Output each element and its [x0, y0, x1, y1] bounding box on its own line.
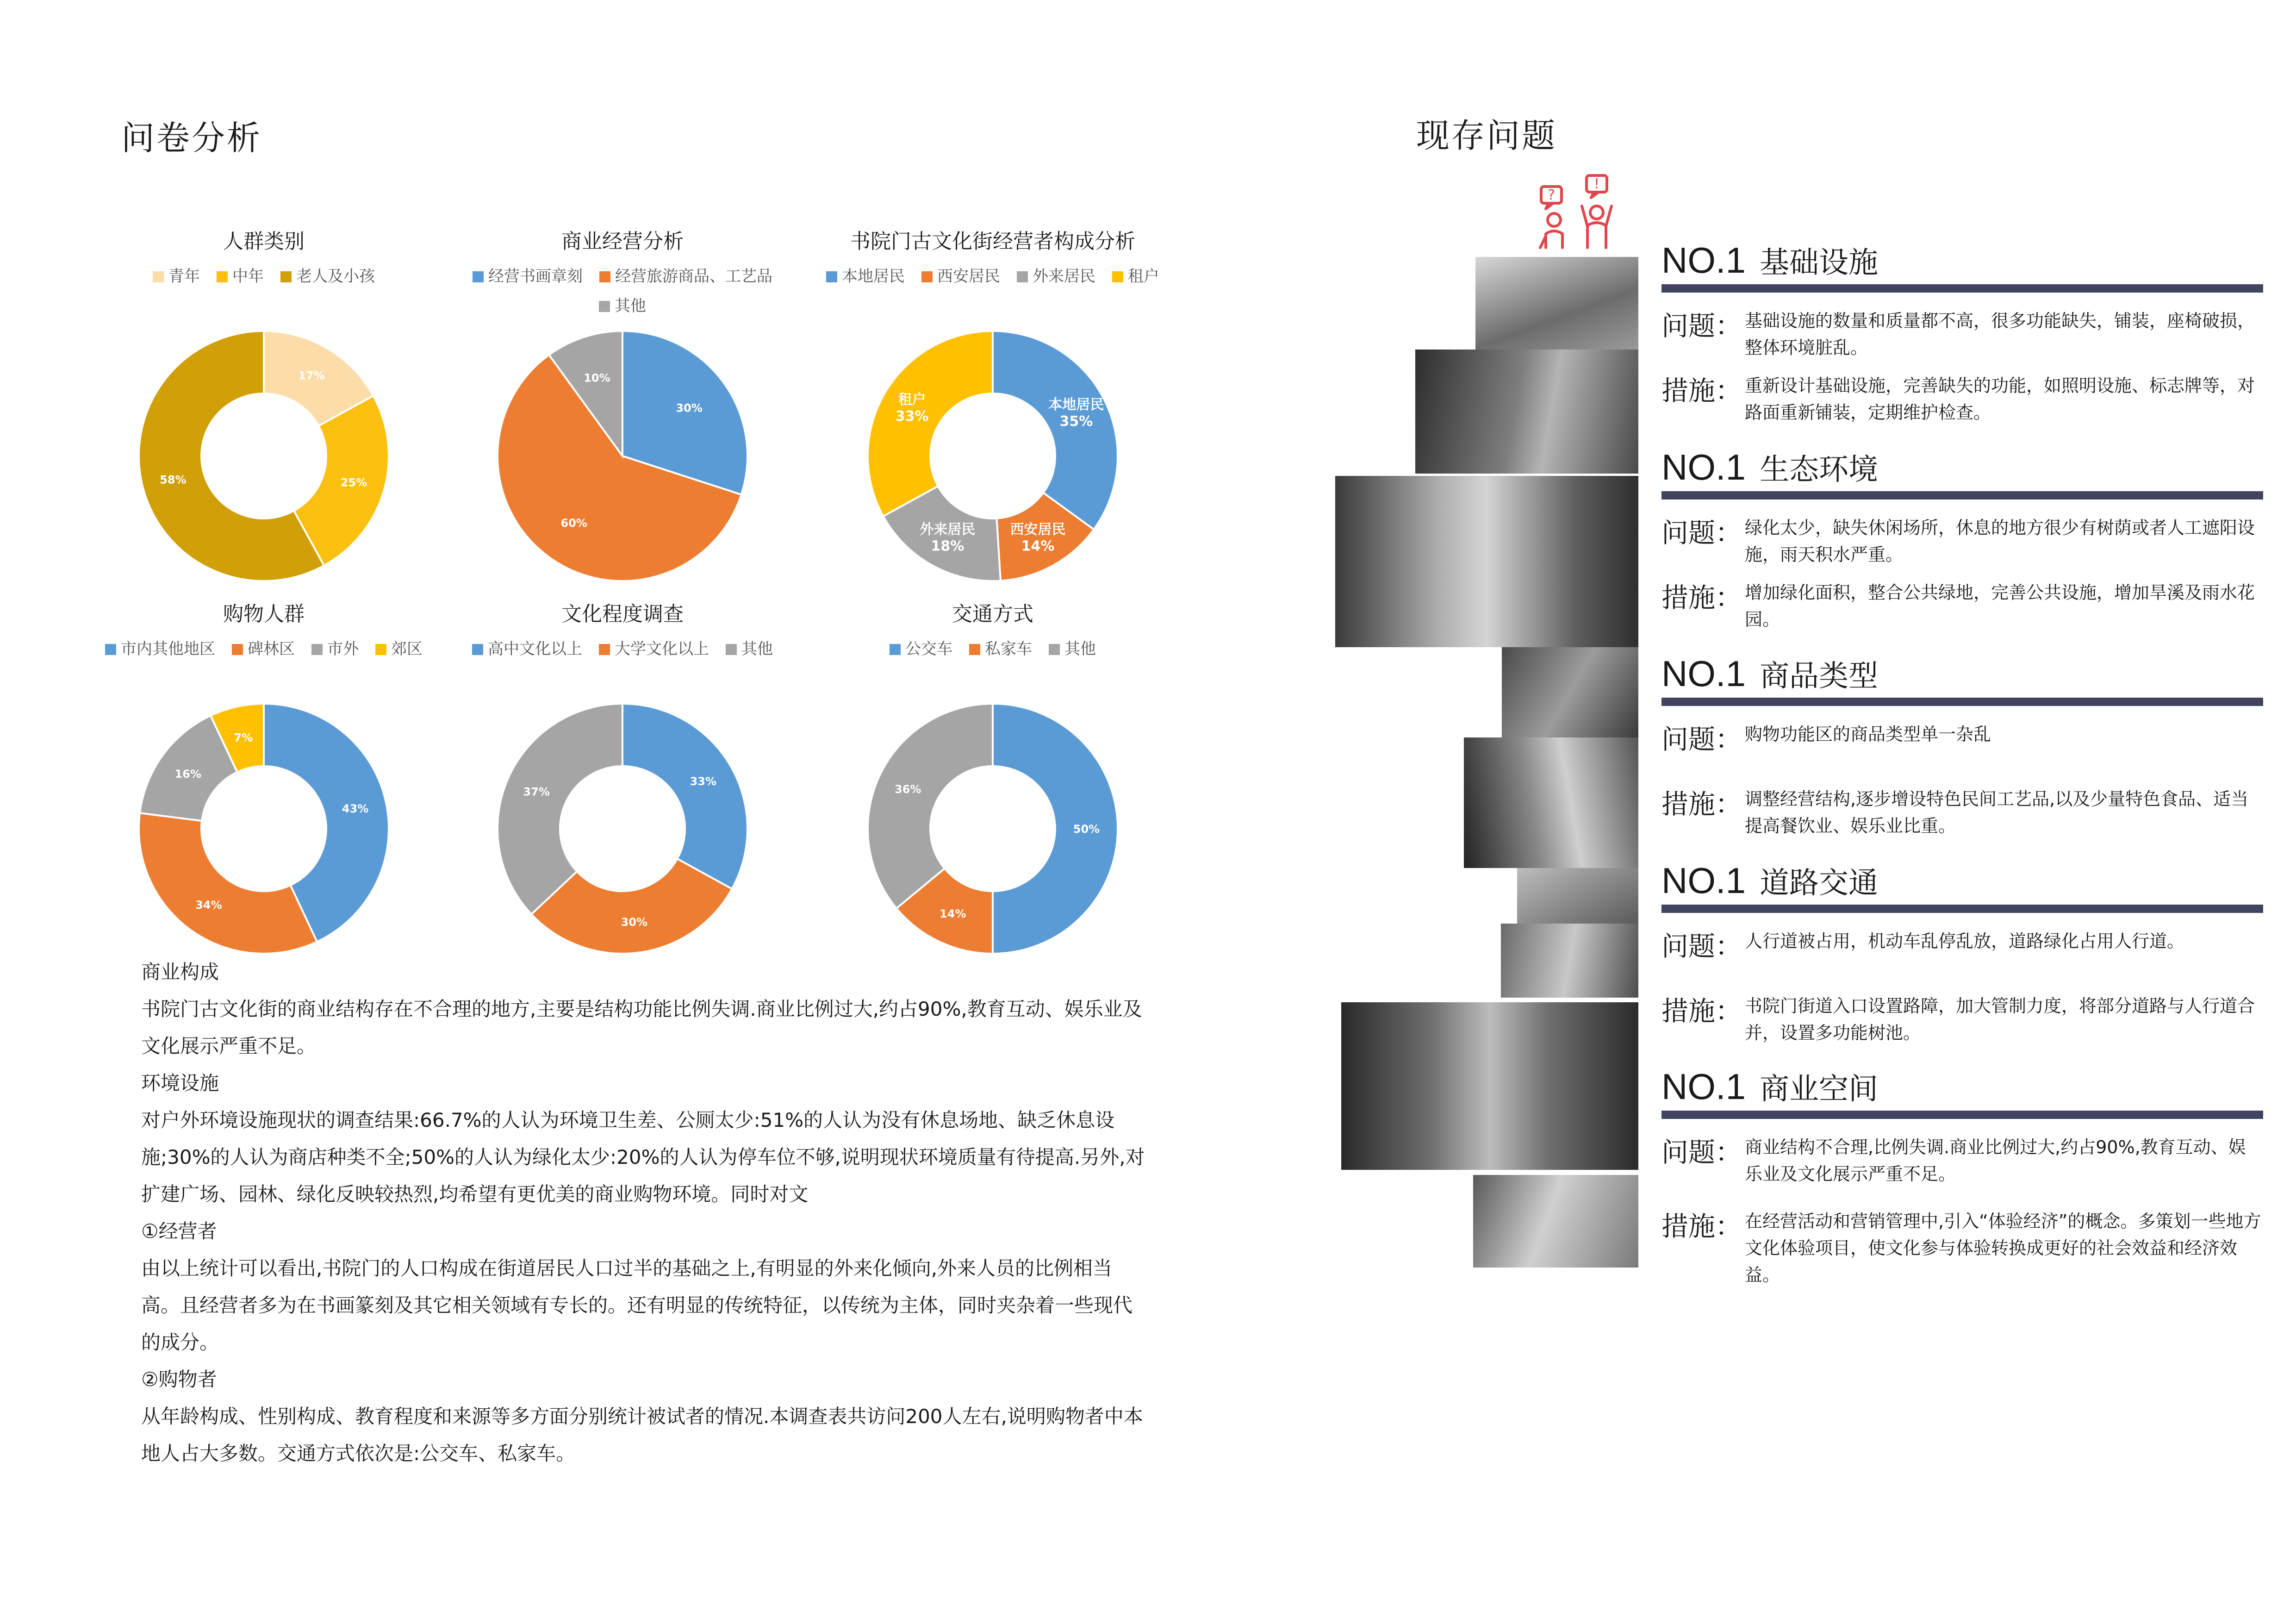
paragraph: 对户外环境设施现状的调查结果:66.7%的人认为环境卫生差、公厕太少:51%的人认为没有休息场地、缺乏休息设施;30%的人认为商店种类不全;50%的人认为绿化太少:20%的人认为停车位不够,说明现状环境质量有待提高.另外,对扩建广场、园林、绿化反映较热烈,均希望有更优美的商业购物环境。同时对文: [141, 1109, 1145, 1206]
legend-label: 中年: [232, 267, 264, 286]
chart-business-analysis: [447, 225, 798, 595]
pie-slice: [498, 704, 622, 914]
issue-name: 生态环境: [1760, 453, 1879, 487]
legend-swatch: [599, 644, 610, 655]
issue-divider: [1661, 1111, 2263, 1119]
slice-label: 本地居民 35%: [1048, 397, 1104, 430]
problem-label: 问题：: [1661, 517, 1742, 549]
slice-label: 14%: [940, 907, 966, 921]
measure-text: 书院门街道入口设置路障，加大管制力度，将部分道路与人行道合并，设置多功能树池。: [1745, 996, 2255, 1043]
issue-divider: [1661, 698, 2263, 706]
chart-svg: [817, 317, 1169, 595]
issue-measure: [1661, 579, 2263, 635]
svg-text:!: !: [1593, 176, 1600, 192]
issue-number: NO.1: [1661, 860, 1746, 901]
slice-label: 外来居民 18%: [920, 521, 976, 555]
analysis-text: [141, 954, 1150, 1472]
issue-measure: [1661, 993, 2263, 1048]
slice-label: 50%: [1073, 823, 1100, 836]
measure-label: 措施：: [1661, 995, 1742, 1027]
problem-label: 问题：: [1661, 724, 1742, 755]
issue-divider: [1661, 491, 2263, 500]
legend-swatch: [232, 644, 243, 655]
measure-text: 调整经营结构,逐步增设特色民间工艺品,以及少量特色食品、适当提高餐饮业、娱乐业比重。: [1745, 789, 2249, 836]
measure-label: 措施：: [1661, 582, 1742, 613]
legend-label: 公交车: [905, 640, 952, 658]
measure-text: 重新设计基础设施，完善缺失的功能，如照明设施、标志牌等，对路面重新铺装，定期维护检查。: [1745, 375, 2255, 423]
legend-swatch: [311, 644, 323, 655]
paragraph: ①经营者: [141, 1220, 217, 1243]
issue-number: NO.1: [1661, 653, 1746, 694]
legend-item: [921, 262, 1000, 291]
legend-item: [217, 262, 264, 291]
legend-item: [599, 262, 772, 291]
legend-swatch: [1017, 271, 1028, 282]
slice-label: 43%: [342, 802, 369, 815]
issue-traffic: [1661, 859, 2263, 1048]
problem-text: 绿化太少，缺失休闲场所，休息的地方很少有树荫或者人工遮阳设施，雨天积水严重。: [1745, 518, 2255, 565]
slice-label: 7%: [234, 731, 253, 744]
legend-label: 其他: [615, 297, 646, 315]
issue-problem: [1661, 721, 2263, 776]
legend-item: [726, 634, 773, 664]
issue-number: NO.1: [1661, 447, 1746, 487]
paragraph: ②购物者: [141, 1368, 217, 1391]
legend-label: 本地居民: [842, 267, 905, 286]
street-photo: [1464, 737, 1638, 868]
legend-swatch: [375, 644, 386, 655]
issue-number: NO.1: [1661, 1066, 1746, 1107]
measure-label: 措施：: [1661, 1211, 1742, 1242]
slice-label: 34%: [195, 898, 222, 912]
chart-svg: [447, 690, 798, 968]
street-photo: [1335, 476, 1638, 647]
legend-label: 郊区: [391, 640, 423, 658]
problem-text: 基础设施的数量和质量都不高，很多功能缺失，铺装，座椅破损，整体环境脏乱。: [1745, 311, 2255, 358]
legend-item: [599, 634, 709, 664]
issue-heading: [1661, 445, 2263, 489]
issue-measure: [1661, 372, 2263, 428]
legend-item: [1017, 262, 1095, 291]
legend-swatch: [726, 644, 737, 655]
slice-label: 10%: [584, 371, 610, 385]
legend-label: 老人及小孩: [296, 267, 375, 286]
legend-item: [1049, 634, 1096, 664]
chart-legend: [88, 262, 440, 291]
pie-slice: [622, 704, 747, 889]
issue-problem: [1661, 928, 2263, 983]
legend-item: [232, 634, 295, 664]
issue-commercial-space: [1661, 1065, 2263, 1291]
issue-ecology: [1661, 445, 2263, 635]
legend-item: [280, 262, 375, 291]
issue-heading: [1661, 1065, 2263, 1109]
legend-item: [1112, 262, 1159, 291]
issue-problem: [1661, 307, 2263, 363]
legend-label: 西安居民: [937, 267, 1000, 286]
chart-svg: [817, 690, 1169, 968]
slice-label: 36%: [895, 782, 921, 796]
legend-item: [472, 634, 582, 664]
slice-label: 30%: [621, 915, 648, 929]
chart-operator-composition: [817, 225, 1169, 595]
street-photo: [1475, 257, 1638, 350]
pie-slice: [868, 331, 993, 516]
slice-label: 25%: [340, 476, 367, 489]
legend-label: 私家车: [985, 640, 1032, 658]
street-photo: [1473, 1175, 1638, 1268]
measure-label: 措施：: [1661, 375, 1742, 406]
legend-swatch: [153, 271, 164, 282]
legend-label: 碑林区: [248, 640, 295, 658]
slice-label: 16%: [174, 767, 201, 781]
paragraph: 由以上统计可以看出,书院门的人口构成在街道居民人口过半的基础之上,有明显的外来化倾向,外来人员的比例相当高。且经营者多为在书画篆刻及其它相关领域有专长的。还有明显的传统特征，以传统为主体，同时夹杂着一些现代的成分。: [141, 1257, 1133, 1354]
issue-measure: [1661, 1208, 2263, 1291]
pie-slice: [993, 331, 1118, 530]
issue-heading: [1661, 652, 2263, 696]
problem-label: 问题：: [1661, 1137, 1742, 1168]
issue-name: 基础设施: [1760, 246, 1879, 280]
legend-label: 其他: [1064, 640, 1096, 658]
paragraph: 商业构成: [141, 961, 219, 983]
legend-item: [826, 262, 905, 291]
chart-legend: [817, 262, 1169, 291]
chart-legend: [447, 634, 798, 664]
chart-legend: [88, 634, 440, 664]
issue-measure: [1661, 786, 2263, 841]
pie-slice: [139, 813, 317, 954]
right-section-title: 现存问题: [1416, 116, 1557, 155]
legend-label: 外来居民: [1033, 267, 1095, 286]
paragraph: 环境设施: [141, 1072, 219, 1094]
slice-label: 33%: [690, 775, 717, 788]
legend-label: 高中文化以上: [488, 640, 582, 658]
issue-name: 商品类型: [1760, 659, 1879, 693]
legend-label: 市内其他地区: [121, 640, 215, 658]
legend-label: 经营旅游商品、工艺品: [615, 267, 772, 286]
paragraph: 书院门古文化街的商业结构存在不合理的地方,主要是结构功能比例失调.商业比例过大,约占90%,教育互动、娱乐业及文化展示严重不足。: [141, 998, 1142, 1057]
chart-title: 商业经营分析: [561, 230, 684, 253]
street-photo: [1415, 350, 1638, 474]
chart-title: 书院门古文化街经营者构成分析: [850, 230, 1135, 253]
street-photo: [1517, 868, 1638, 924]
chart-title: 购物人群: [223, 602, 305, 626]
legend-swatch: [890, 644, 901, 655]
legend-item: [375, 634, 423, 664]
legend-label: 青年: [168, 267, 200, 286]
legend-label: 其他: [741, 640, 773, 658]
issue-name: 道路交通: [1760, 866, 1879, 900]
chart-title: 人群类别: [223, 230, 305, 253]
legend-swatch: [1112, 271, 1123, 282]
paragraph: 从年龄构成、性别构成、教育程度和来源等多方面分别统计被试者的情况.本调查表共访问200人左右,说明购物者中本地人占大多数。交通方式依次是:公交车、私家车。: [141, 1405, 1143, 1465]
slice-label: 58%: [160, 473, 187, 487]
issue-problem: [1661, 1134, 2263, 1189]
legend-item: [473, 262, 583, 291]
slice-label: 租户 33%: [895, 391, 929, 425]
legend-item: [105, 634, 215, 664]
measure-text: 在经营活动和营销管理中,引入“体验经济”的概念。多策划一些地方文化体验项目，使文化参与体验转换成更好的社会效益和经济效益。: [1745, 1211, 2261, 1285]
legend-label: 经营书画章刻: [488, 267, 583, 286]
legend-swatch: [599, 301, 610, 312]
chart-title: 交通方式: [952, 602, 1033, 626]
chart-legend: [817, 634, 1169, 664]
street-photo: [1501, 924, 1638, 998]
problem-text: 人行道被占用，机动车乱停乱放，道路绿化占用人行道。: [1745, 931, 2185, 951]
measure-label: 措施：: [1661, 788, 1742, 820]
issue-divider: [1661, 284, 2263, 293]
legend-label: 租户: [1128, 267, 1159, 286]
street-photo: [1341, 1002, 1638, 1170]
slice-label: 17%: [298, 369, 325, 382]
problem-label: 问题：: [1661, 310, 1742, 342]
issue-infrastructure: [1661, 238, 2263, 428]
slice-label: 37%: [523, 785, 550, 799]
problem-text: 购物功能区的商品类型单一杂乱: [1745, 724, 1991, 744]
legend-swatch: [217, 271, 228, 282]
issue-number: NO.1: [1661, 240, 1746, 281]
legend-item: [599, 291, 646, 321]
slice-label: 60%: [560, 517, 587, 530]
chart-crowd-category: [88, 225, 440, 595]
chart-svg: [88, 317, 440, 595]
measure-text: 增加绿化面积，整合公共绿地，完善公共设施，增加旱溪及雨水花园。: [1745, 582, 2255, 630]
legend-item: [969, 634, 1032, 664]
legend-label: 大学文化以上: [615, 640, 709, 658]
issue-problem: [1661, 514, 2263, 570]
chart-title: 文化程度调查: [561, 602, 684, 626]
street-photo: [1502, 647, 1638, 737]
legend-swatch: [599, 271, 610, 282]
issue-name: 商业空间: [1760, 1072, 1879, 1106]
chart-education: [447, 597, 798, 968]
left-section-title: 问卷分析: [121, 119, 262, 157]
legend-item: [890, 634, 952, 664]
legend-swatch: [472, 644, 483, 655]
issue-heading: [1661, 238, 2263, 282]
legend-item: [153, 262, 200, 291]
slice-label: 西安居民 14%: [1010, 521, 1066, 555]
problem-text: 商业结构不合理,比例失调.商业比例过大,约占90%,教育互动、娱乐业及文化展示严重不足。: [1745, 1137, 2246, 1184]
chart-svg: [447, 317, 798, 595]
svg-text:?: ?: [1548, 187, 1555, 203]
slice-label: 30%: [676, 401, 703, 415]
chart-shoppers: [88, 597, 440, 968]
legend-item: [311, 634, 359, 664]
question-person-icon: [1527, 174, 1620, 257]
legend-swatch: [969, 644, 980, 655]
chart-transport: [817, 597, 1169, 968]
issue-divider: [1661, 905, 2263, 913]
issue-heading: [1661, 859, 2263, 903]
legend-swatch: [921, 271, 933, 282]
legend-swatch: [473, 271, 484, 282]
legend-swatch: [826, 271, 837, 282]
problem-label: 问题：: [1661, 931, 1742, 962]
legend-label: 市外: [327, 640, 359, 658]
pie-slice: [868, 704, 993, 908]
chart-svg: [88, 690, 440, 968]
legend-swatch: [1049, 644, 1060, 655]
legend-swatch: [105, 644, 116, 655]
issue-goods: [1661, 652, 2263, 841]
legend-swatch: [280, 271, 292, 282]
chart-legend: [447, 262, 798, 321]
